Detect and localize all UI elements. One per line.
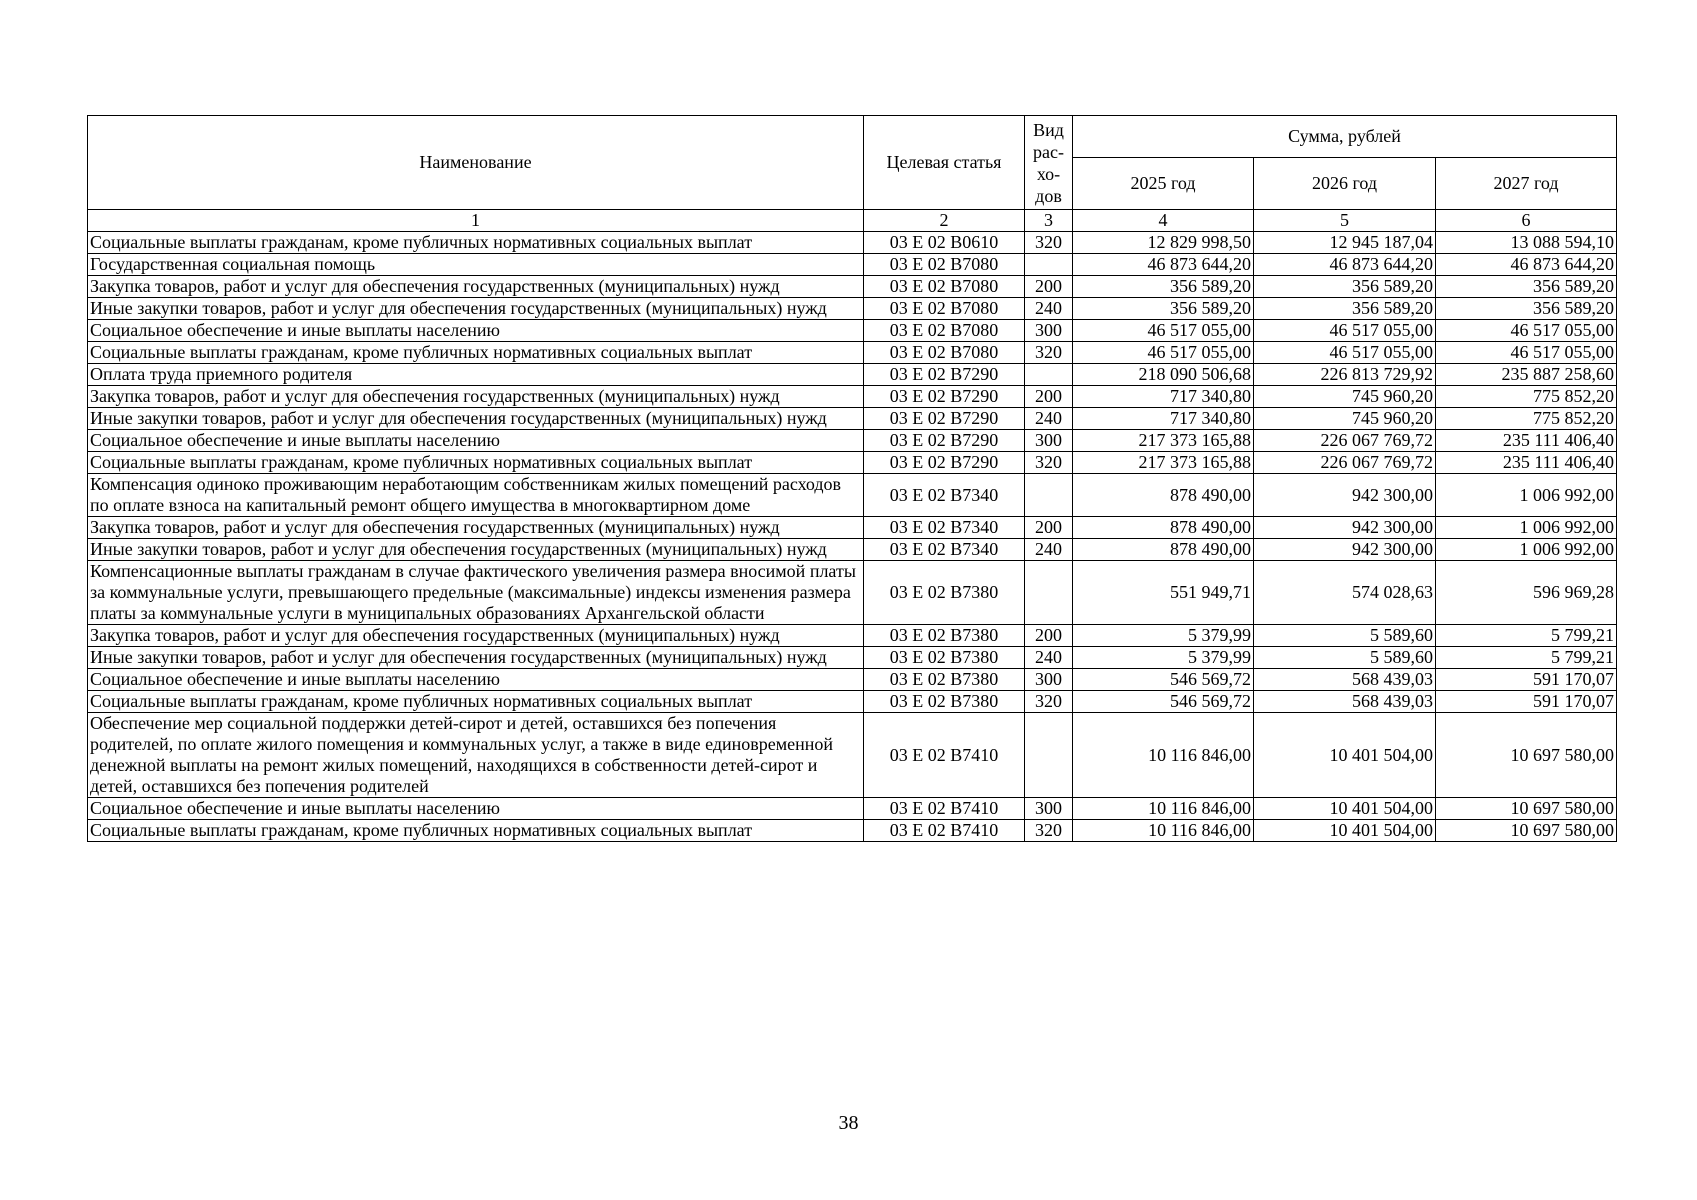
cell-sum-2027: 1 006 992,00 [1436,539,1617,561]
cell-sum-2027: 235 887 258,60 [1436,364,1617,386]
cell-name: Социальные выплаты гражданам, кроме публичных нормативных социальных выплат [88,342,864,364]
cell-sum-2027: 13 088 594,10 [1436,232,1617,254]
cell-sum-2026: 226 067 769,72 [1254,452,1436,474]
cell-sum-2025: 546 569,72 [1073,669,1254,691]
cell-sum-2025: 10 116 846,00 [1073,820,1254,842]
cell-target-article: 03 Е 02 В7340 [864,474,1025,517]
cell-target-article: 03 Е 02 В7080 [864,276,1025,298]
cell-expense-type [1025,474,1073,517]
table-row [88,386,1617,408]
cell-sum-2025: 717 340,80 [1073,386,1254,408]
cell-sum-2025: 878 490,00 [1073,517,1254,539]
cell-name: Иные закупки товаров, работ и услуг для обеспечения государственных (муниципальных) нужд [88,408,864,430]
cell-name: Социальные выплаты гражданам, кроме публичных нормативных социальных выплат [88,232,864,254]
cell-sum-2025: 551 949,71 [1073,561,1254,625]
cell-sum-2027: 775 852,20 [1436,408,1617,430]
cell-name: Закупка товаров, работ и услуг для обеспечения государственных (муниципальных) нужд [88,386,864,408]
cell-expense-type [1025,254,1073,276]
table-row [88,561,1617,625]
cell-expense-type: 300 [1025,798,1073,820]
cell-sum-2025: 356 589,20 [1073,276,1254,298]
cell-target-article: 03 Е 02 В7340 [864,517,1025,539]
cell-sum-2027: 596 969,28 [1436,561,1617,625]
cell-sum-2026: 12 945 187,04 [1254,232,1436,254]
table-row [88,276,1617,298]
cell-expense-type: 200 [1025,276,1073,298]
cell-sum-2025: 46 517 055,00 [1073,320,1254,342]
header-year-2027: 2027 год [1436,158,1617,210]
cell-sum-2026: 942 300,00 [1254,539,1436,561]
cell-sum-2025: 5 379,99 [1073,647,1254,669]
cell-sum-2026: 46 517 055,00 [1254,320,1436,342]
cell-sum-2025: 12 829 998,50 [1073,232,1254,254]
cell-sum-2025: 356 589,20 [1073,298,1254,320]
cell-target-article: 03 Е 02 В7380 [864,647,1025,669]
cell-expense-type: 200 [1025,625,1073,647]
cell-target-article: 03 Е 02 В7380 [864,561,1025,625]
table-body [88,232,1617,842]
cell-expense-type: 240 [1025,298,1073,320]
cell-name: Иные закупки товаров, работ и услуг для обеспечения государственных (муниципальных) нужд [88,298,864,320]
cell-sum-2026: 46 873 644,20 [1254,254,1436,276]
table-row [88,820,1617,842]
cell-sum-2025: 46 873 644,20 [1073,254,1254,276]
cell-sum-2026: 226 813 729,92 [1254,364,1436,386]
cell-sum-2026: 568 439,03 [1254,669,1436,691]
page-number: 38 [838,1112,859,1134]
cell-target-article: 03 Е 02 В7080 [864,342,1025,364]
table-row [88,517,1617,539]
header-name: Наименование [88,116,864,210]
cell-target-article: 03 Е 02 В7080 [864,254,1025,276]
table-row [88,342,1617,364]
cell-sum-2025: 5 379,99 [1073,625,1254,647]
cell-sum-2027: 5 799,21 [1436,647,1617,669]
cell-expense-type [1025,364,1073,386]
cell-sum-2027: 5 799,21 [1436,625,1617,647]
cell-target-article: 03 Е 02 В7080 [864,298,1025,320]
table-row [88,430,1617,452]
column-number: 2 [864,210,1025,232]
cell-sum-2025: 546 569,72 [1073,691,1254,713]
cell-sum-2027: 1 006 992,00 [1436,517,1617,539]
cell-sum-2026: 5 589,60 [1254,625,1436,647]
cell-sum-2025: 10 116 846,00 [1073,798,1254,820]
cell-sum-2027: 46 517 055,00 [1436,342,1617,364]
cell-sum-2026: 574 028,63 [1254,561,1436,625]
cell-sum-2027: 235 111 406,40 [1436,430,1617,452]
cell-sum-2027: 591 170,07 [1436,669,1617,691]
cell-name: Социальное обеспечение и иные выплаты населению [88,320,864,342]
cell-sum-2026: 745 960,20 [1254,386,1436,408]
cell-sum-2027: 46 873 644,20 [1436,254,1617,276]
cell-expense-type: 320 [1025,452,1073,474]
cell-sum-2025: 717 340,80 [1073,408,1254,430]
cell-target-article: 03 Е 02 В7410 [864,820,1025,842]
cell-name: Иные закупки товаров, работ и услуг для обеспечения государственных (муниципальных) нужд [88,647,864,669]
table-row [88,691,1617,713]
table-row [88,625,1617,647]
cell-expense-type: 320 [1025,691,1073,713]
cell-target-article: 03 Е 02 В7290 [864,386,1025,408]
table-row [88,408,1617,430]
column-number-row [88,210,1617,232]
column-number: 4 [1073,210,1254,232]
cell-target-article: 03 Е 02 В7380 [864,669,1025,691]
column-number: 5 [1254,210,1436,232]
cell-name: Государственная социальная помощь [88,254,864,276]
cell-sum-2027: 235 111 406,40 [1436,452,1617,474]
cell-expense-type: 300 [1025,320,1073,342]
cell-target-article: 03 Е 02 В7290 [864,452,1025,474]
cell-sum-2027: 591 170,07 [1436,691,1617,713]
cell-sum-2027: 46 517 055,00 [1436,320,1617,342]
cell-sum-2026: 10 401 504,00 [1254,798,1436,820]
table-row [88,298,1617,320]
table-row [88,320,1617,342]
cell-sum-2026: 942 300,00 [1254,474,1436,517]
cell-sum-2025: 218 090 506,68 [1073,364,1254,386]
table-row [88,713,1617,798]
cell-sum-2026: 942 300,00 [1254,517,1436,539]
column-number: 1 [88,210,864,232]
header-sum: Сумма, рублей [1073,116,1617,158]
header-target-article: Целевая статья [864,116,1025,210]
cell-sum-2026: 356 589,20 [1254,276,1436,298]
cell-target-article: 03 Е 02 В7290 [864,364,1025,386]
cell-sum-2027: 10 697 580,00 [1436,820,1617,842]
table-row [88,669,1617,691]
budget-table [87,115,1617,842]
cell-name: Социальное обеспечение и иные выплаты населению [88,798,864,820]
cell-expense-type: 300 [1025,669,1073,691]
cell-expense-type: 240 [1025,539,1073,561]
cell-sum-2026: 568 439,03 [1254,691,1436,713]
cell-expense-type: 200 [1025,386,1073,408]
cell-expense-type: 320 [1025,342,1073,364]
cell-sum-2025: 10 116 846,00 [1073,713,1254,798]
cell-name: Иные закупки товаров, работ и услуг для обеспечения государственных (муниципальных) нужд [88,539,864,561]
cell-sum-2026: 10 401 504,00 [1254,820,1436,842]
cell-expense-type [1025,713,1073,798]
cell-sum-2025: 217 373 165,88 [1073,452,1254,474]
cell-sum-2026: 46 517 055,00 [1254,342,1436,364]
cell-name: Оплата труда приемного родителя [88,364,864,386]
table-header [88,116,1617,232]
cell-name: Социальные выплаты гражданам, кроме публичных нормативных социальных выплат [88,820,864,842]
cell-target-article: 03 Е 02 В7410 [864,798,1025,820]
cell-expense-type: 240 [1025,408,1073,430]
table-row [88,474,1617,517]
cell-sum-2026: 5 589,60 [1254,647,1436,669]
cell-sum-2026: 745 960,20 [1254,408,1436,430]
cell-name: Закупка товаров, работ и услуг для обеспечения государственных (муниципальных) нужд [88,276,864,298]
cell-target-article: 03 Е 02 В7080 [864,320,1025,342]
cell-target-article: 03 Е 02 В7290 [864,430,1025,452]
table-row [88,647,1617,669]
table-row [88,364,1617,386]
cell-expense-type: 320 [1025,820,1073,842]
cell-target-article: 03 Е 02 В0610 [864,232,1025,254]
cell-expense-type [1025,561,1073,625]
table-row [88,452,1617,474]
cell-sum-2025: 878 490,00 [1073,539,1254,561]
cell-name: Компенсация одиноко проживающим неработающим собственникам жилых помещений расходов по оплате взноса на капитальный ремонт общего имущества в многоквартирном доме [88,474,864,517]
cell-sum-2027: 10 697 580,00 [1436,713,1617,798]
table-row [88,798,1617,820]
cell-expense-type: 240 [1025,647,1073,669]
column-number: 3 [1025,210,1073,232]
cell-name: Закупка товаров, работ и услуг для обеспечения государственных (муниципальных) нужд [88,517,864,539]
cell-target-article: 03 Е 02 В7290 [864,408,1025,430]
cell-sum-2026: 226 067 769,72 [1254,430,1436,452]
cell-target-article: 03 Е 02 В7410 [864,713,1025,798]
header-expense-type: Вид рас-хо-дов [1025,116,1073,210]
cell-sum-2027: 356 589,20 [1436,298,1617,320]
cell-sum-2027: 1 006 992,00 [1436,474,1617,517]
cell-name: Обеспечение мер социальной поддержки детей-сирот и детей, оставшихся без попечения родителей, по оплате жилого помещения и коммунальных услуг, а также в виде единовременной денежной выплаты на ремонт жилых помещений, находящихся в собственности детей-сирот и детей, оставшихся без попечения родителей [88,713,864,798]
cell-sum-2026: 10 401 504,00 [1254,713,1436,798]
cell-name: Закупка товаров, работ и услуг для обеспечения государственных (муниципальных) нужд [88,625,864,647]
cell-sum-2026: 356 589,20 [1254,298,1436,320]
cell-name: Социальные выплаты гражданам, кроме публичных нормативных социальных выплат [88,691,864,713]
cell-target-article: 03 Е 02 В7380 [864,625,1025,647]
table-row [88,539,1617,561]
table-row [88,254,1617,276]
cell-sum-2025: 878 490,00 [1073,474,1254,517]
header-year-2025: 2025 год [1073,158,1254,210]
header-year-2026: 2026 год [1254,158,1436,210]
cell-target-article: 03 Е 02 В7380 [864,691,1025,713]
cell-expense-type: 320 [1025,232,1073,254]
cell-name: Социальные выплаты гражданам, кроме публичных нормативных социальных выплат [88,452,864,474]
cell-expense-type: 300 [1025,430,1073,452]
cell-sum-2025: 46 517 055,00 [1073,342,1254,364]
cell-name: Социальное обеспечение и иные выплаты населению [88,669,864,691]
column-number: 6 [1436,210,1617,232]
cell-target-article: 03 Е 02 В7340 [864,539,1025,561]
cell-sum-2025: 217 373 165,88 [1073,430,1254,452]
cell-sum-2027: 10 697 580,00 [1436,798,1617,820]
cell-name: Социальное обеспечение и иные выплаты населению [88,430,864,452]
table-row [88,232,1617,254]
cell-sum-2027: 356 589,20 [1436,276,1617,298]
cell-name: Компенсационные выплаты гражданам в случае фактического увеличения размера вносимой платы за коммунальные услуги, превышающего предельные (максимальные) индексы изменения размера платы за коммунальные услуги в муниципальных образованиях Архангельской области [88,561,864,625]
cell-expense-type: 200 [1025,517,1073,539]
cell-sum-2027: 775 852,20 [1436,386,1617,408]
